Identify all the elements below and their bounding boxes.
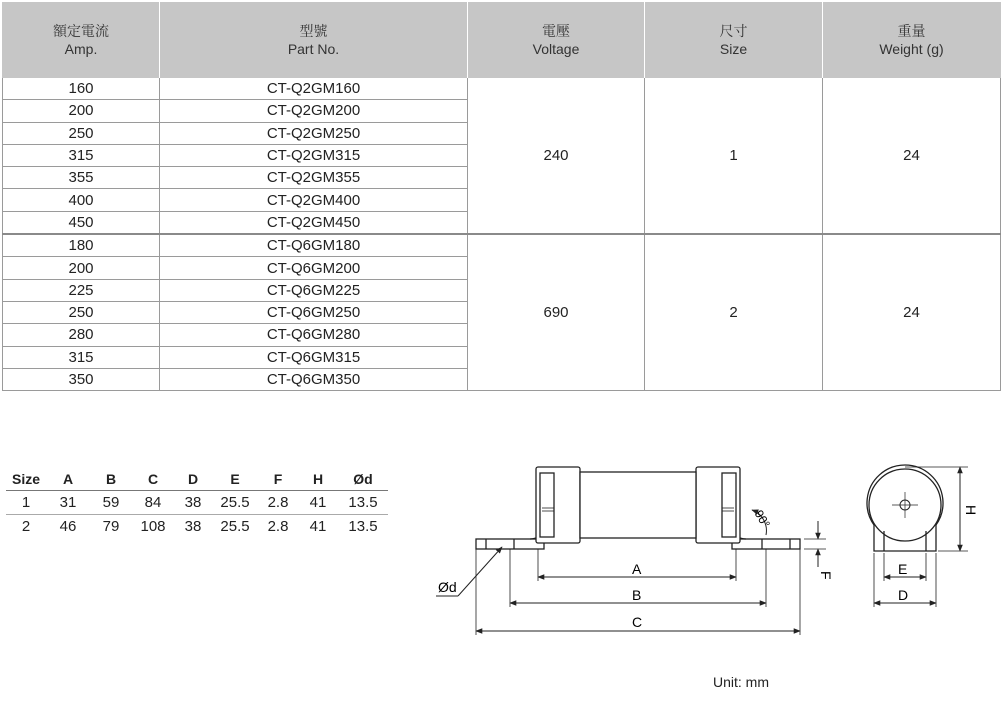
weight-cell: 24 bbox=[823, 78, 1001, 234]
dimension-cell: 13.5 bbox=[338, 491, 388, 515]
amp-cell: 315 bbox=[3, 346, 160, 368]
fuse-end-view bbox=[867, 465, 943, 551]
amp-cell: 225 bbox=[3, 279, 160, 301]
part-number-cell: CT-Q2GM450 bbox=[160, 211, 468, 234]
dim-label-h: H bbox=[963, 505, 979, 516]
part-number-cell: CT-Q6GM200 bbox=[160, 257, 468, 279]
dim-label-d-hole: Ød bbox=[438, 579, 457, 595]
column-header-en: Weight (g) bbox=[879, 41, 944, 57]
column-header-en: Size bbox=[719, 41, 748, 57]
column-header bbox=[645, 2, 823, 78]
dim-label-c: C bbox=[632, 614, 643, 630]
dimension-cell: 2.8 bbox=[267, 518, 289, 535]
dim-label-f: F bbox=[818, 571, 834, 580]
dimension-cell: 2.8 bbox=[258, 491, 298, 515]
part-number-cell: CT-Q2GM355 bbox=[160, 167, 468, 189]
part-number-cell: CT-Q6GM350 bbox=[160, 368, 468, 390]
dimension-cell: 79 bbox=[102, 518, 120, 535]
dimension-header: B bbox=[90, 468, 132, 491]
dimension-header: C bbox=[132, 468, 174, 491]
dim-label-a: A bbox=[632, 561, 642, 577]
amp-cell: 350 bbox=[3, 368, 160, 390]
amp-cell: 200 bbox=[3, 100, 160, 122]
size-cell: 1 bbox=[645, 78, 823, 234]
dimension-cell: 38 bbox=[184, 518, 202, 535]
dimension-cell: 25.5 bbox=[220, 518, 250, 535]
dimension-cell: 46 bbox=[59, 518, 77, 535]
dimension-cell: 25.5 bbox=[212, 491, 258, 515]
dim-label-b: B bbox=[632, 587, 642, 603]
dimension-header-row bbox=[6, 468, 388, 491]
column-header-en: Voltage bbox=[532, 41, 580, 57]
dimension-header: H bbox=[298, 468, 338, 491]
column-header-zh: 電壓 bbox=[542, 23, 570, 39]
amp-cell: 400 bbox=[3, 189, 160, 211]
column-header-zh: 額定電流 bbox=[53, 23, 109, 39]
dimension-cell: 13.5 bbox=[348, 518, 378, 535]
part-number-cell: CT-Q2GM250 bbox=[160, 122, 468, 144]
dimension-header: Ød bbox=[338, 468, 388, 491]
dimension-header: Size bbox=[6, 468, 46, 491]
dimension-cell: 84 bbox=[132, 491, 174, 515]
dimension-row bbox=[6, 491, 388, 515]
part-number-cell: CT-Q2GM400 bbox=[160, 189, 468, 211]
part-number-cell: CT-Q6GM250 bbox=[160, 301, 468, 323]
column-header-zh: 尺寸 bbox=[719, 23, 748, 39]
column-header bbox=[823, 2, 1001, 78]
part-number-cell: CT-Q2GM200 bbox=[160, 100, 468, 122]
part-number-cell: CT-Q6GM280 bbox=[160, 324, 468, 346]
column-header bbox=[160, 2, 468, 78]
fuse-spec-table bbox=[2, 2, 1001, 391]
dimension-row bbox=[6, 515, 388, 539]
amp-cell: 250 bbox=[3, 122, 160, 144]
column-header bbox=[468, 2, 645, 78]
weight-cell: 24 bbox=[823, 234, 1001, 391]
part-number-cell: CT-Q2GM160 bbox=[160, 78, 468, 100]
dimension-body bbox=[6, 491, 388, 539]
amp-cell: 355 bbox=[3, 167, 160, 189]
extension-lines bbox=[476, 539, 826, 635]
table-header-row bbox=[3, 2, 1001, 78]
dimension-cell: 108 bbox=[140, 518, 166, 535]
column-header-zh: 型號 bbox=[299, 23, 328, 39]
dimension-header: A bbox=[46, 468, 90, 491]
dimension-header: F bbox=[258, 468, 298, 491]
table-row bbox=[3, 234, 1001, 257]
dim-leader-d bbox=[458, 547, 502, 596]
part-number-cell: CT-Q6GM225 bbox=[160, 279, 468, 301]
fuse-side-view bbox=[476, 467, 800, 549]
amp-cell: 315 bbox=[3, 144, 160, 166]
amp-cell: 450 bbox=[3, 211, 160, 234]
amp-cell: 160 bbox=[3, 78, 160, 100]
amp-cell: 200 bbox=[3, 257, 160, 279]
unit-label: Unit: mm bbox=[713, 674, 769, 690]
table-body bbox=[3, 78, 1001, 391]
part-number-cell: CT-Q6GM315 bbox=[160, 346, 468, 368]
column-header bbox=[3, 2, 160, 78]
amp-cell: 250 bbox=[3, 301, 160, 323]
dimension-cell: 41 bbox=[309, 518, 327, 535]
dimension-header: D bbox=[174, 468, 212, 491]
table-row bbox=[3, 78, 1001, 100]
column-header-en: Amp. bbox=[64, 41, 98, 57]
angle-label: 90° bbox=[751, 507, 773, 531]
part-number-cell: CT-Q2GM315 bbox=[160, 144, 468, 166]
dimension-cell: 31 bbox=[46, 491, 90, 515]
dimension-table bbox=[6, 468, 388, 538]
column-header-zh: 重量 bbox=[897, 23, 926, 39]
dim-label-e: E bbox=[898, 561, 908, 577]
voltage-cell: 690 bbox=[468, 234, 645, 391]
amp-cell: 280 bbox=[3, 324, 160, 346]
part-number-cell: CT-Q6GM180 bbox=[160, 234, 468, 257]
column-header-en: Part No. bbox=[287, 41, 340, 57]
dim-label-d: D bbox=[898, 587, 909, 603]
dimension-header: E bbox=[212, 468, 258, 491]
dimension-cell: 2 bbox=[21, 518, 31, 535]
size-cell: 2 bbox=[645, 234, 823, 391]
dimension-cell: 59 bbox=[90, 491, 132, 515]
dimension-cell: 1 bbox=[6, 491, 46, 515]
dimension-cell: 41 bbox=[298, 491, 338, 515]
voltage-cell: 240 bbox=[468, 78, 645, 234]
fuse-dimension-drawing bbox=[430, 455, 979, 650]
dimension-cell: 38 bbox=[174, 491, 212, 515]
amp-cell: 180 bbox=[3, 234, 160, 257]
